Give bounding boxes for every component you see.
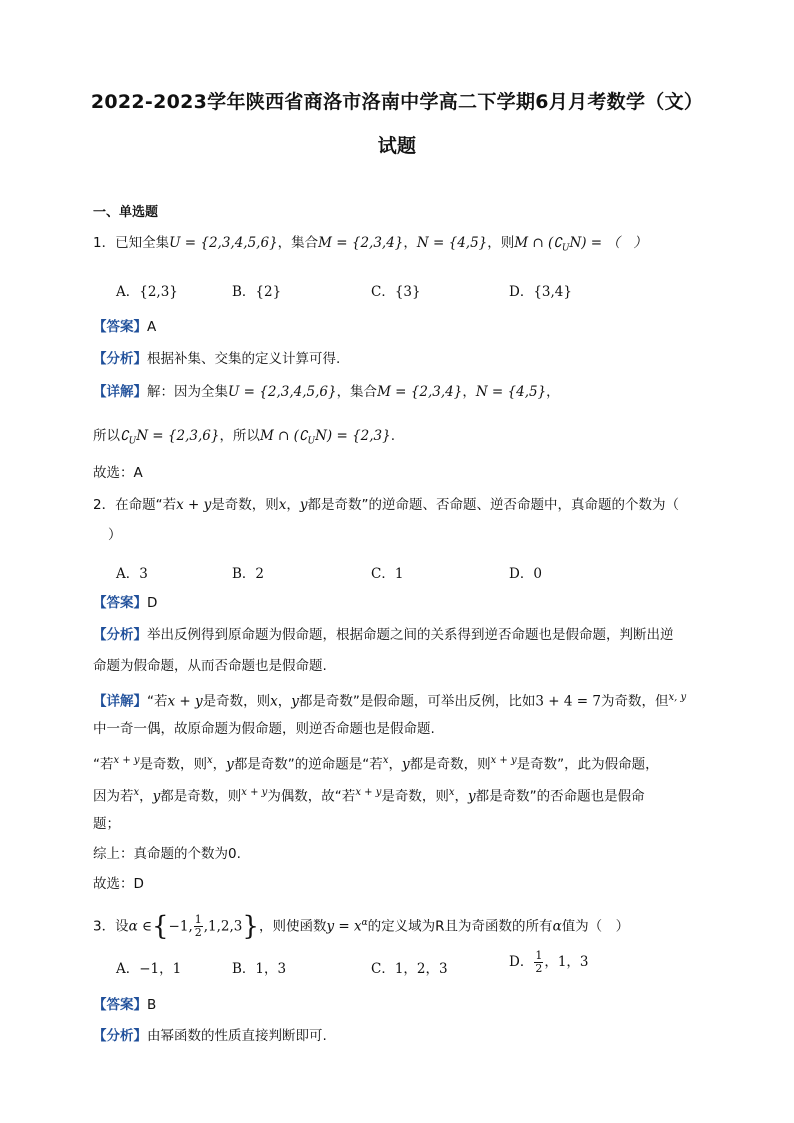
q2-option-a: A．3: [116, 566, 148, 582]
answer-tag: 【答案】: [93, 997, 147, 1013]
q1-set-u: U = {2,3,4,5,6}: [169, 235, 278, 251]
q1-analysis: 【分析】根据补集、交集的定义计算可得.: [93, 351, 341, 367]
q1-option-d: D．{3,4}: [509, 284, 572, 300]
q2-option-d: D．0: [509, 566, 542, 582]
q3-answer: 【答案】B: [93, 997, 157, 1013]
q2-analysis-line1: 【分析】举出反例得到原命题为假命题，根据命题之间的关系得到逆否命题也是假命题，判断出逆: [93, 627, 674, 643]
analysis-tag: 【分析】: [93, 1028, 147, 1044]
q3-stem: 3．设α ∈{−1, $\frac{1}{2}$ ,1,2,3}，则使函数$y = x^\alpha$的定义域为R且为奇函数的所有α值为（ ）: [93, 911, 630, 942]
q2-option-c: C．1: [371, 566, 404, 582]
detail-tag: 【详解】: [93, 693, 147, 710]
q1-detail-line2: 所以$∁_UN = \{2,3,6\}$，所以M ∩ $(∁_UN) = \{2,3\}$.: [93, 428, 396, 447]
q1-answer: 【答案】A: [93, 319, 157, 335]
q1-detail-line1: 【详解】解：因为全集U = {2,3,4,5,6}，集合M = {2,3,4}，N = {4,5}，: [93, 384, 560, 400]
analysis-tag: 【分析】: [93, 627, 147, 643]
q2-stem: 2．在命题“若x + y是奇数，则x，y都是奇数”的逆命题、否命题、逆否命题中，真命题的个数为（: [93, 497, 679, 513]
detail-tag: 【详解】: [93, 384, 147, 400]
right-brace-icon: }: [242, 911, 259, 942]
q2-detail-line5: 题；: [93, 816, 120, 832]
q2-detail-line2: 中一奇一偶，故原命题为假命题，则逆否命题也是假命题.: [93, 721, 435, 737]
analysis-tag: 【分析】: [93, 351, 147, 367]
q3-option-c: C．1，2，3: [371, 961, 448, 977]
q1-option-b: B．{2}: [232, 284, 282, 300]
q2-option-b: B．2: [232, 566, 265, 582]
q2-stem-end: ）: [108, 527, 122, 543]
q2-conclusion: 故选：D: [93, 876, 144, 892]
fraction: $\frac{1}{2}$: [535, 949, 543, 975]
q2-detail-line4: 因为若$^x$，y都是奇数，则$^{x + y}$为偶数，故“若$^{x + y}$是奇数，则$^x$，y都是奇数”的否命题也是假命: [93, 787, 645, 805]
q1-set-n: N = {4,5}: [416, 235, 488, 251]
q2-answer: 【答案】D: [93, 595, 158, 611]
q2-detail-line1: 【详解】“若x + y是奇数，则x，y都是奇数”是假命题，可举出反例，比如3 + 4 = 7为奇数，但$^{x, y}$: [93, 692, 687, 710]
q1-option-a: A．{2,3}: [116, 284, 178, 300]
doc-title-line1: 2022-2023学年陕西省商洛市洛南中学高二下学期6月月考数学（文）: [90, 91, 704, 113]
q1-option-c: C．{3}: [371, 284, 421, 300]
q3-option-d: D． $\frac{1}{2}$ ，1，3: [509, 949, 589, 975]
q2-detail-line3: “若$^{x + y}$是奇数，则$^x$，y都是奇数”的逆命题是“若$^x$，y都是奇数，则$^{x + y}$是奇数”，此为假命题，: [93, 755, 659, 773]
q1-stem: 1．已知全集U = {2,3,4,5,6}，集合M = {2,3,4}，N = {4,5}，则M ∩ $(∁_UN)$ = （ ）: [93, 235, 647, 254]
q1-conclusion: 故选：A: [93, 465, 143, 481]
q2-analysis-line2: 命题为假命题，从而否命题也是假命题.: [93, 658, 327, 674]
doc-title-line2: 试题: [377, 135, 417, 157]
answer-tag: 【答案】: [93, 595, 147, 611]
q3-option-b: B．1，3: [232, 961, 287, 977]
fraction: $\frac{1}{2}$: [194, 913, 202, 939]
left-brace-icon: {: [152, 911, 169, 942]
q1-set-m: M = {2,3,4}: [318, 235, 404, 251]
section-heading: 一、单选题: [93, 205, 159, 220]
q2-summary: 综上：真命题的个数为0.: [93, 846, 241, 862]
q3-option-a: A．−1，1: [116, 961, 182, 977]
q3-analysis: 【分析】由幂函数的性质直接判断即可.: [93, 1028, 327, 1044]
answer-tag: 【答案】: [93, 319, 147, 335]
